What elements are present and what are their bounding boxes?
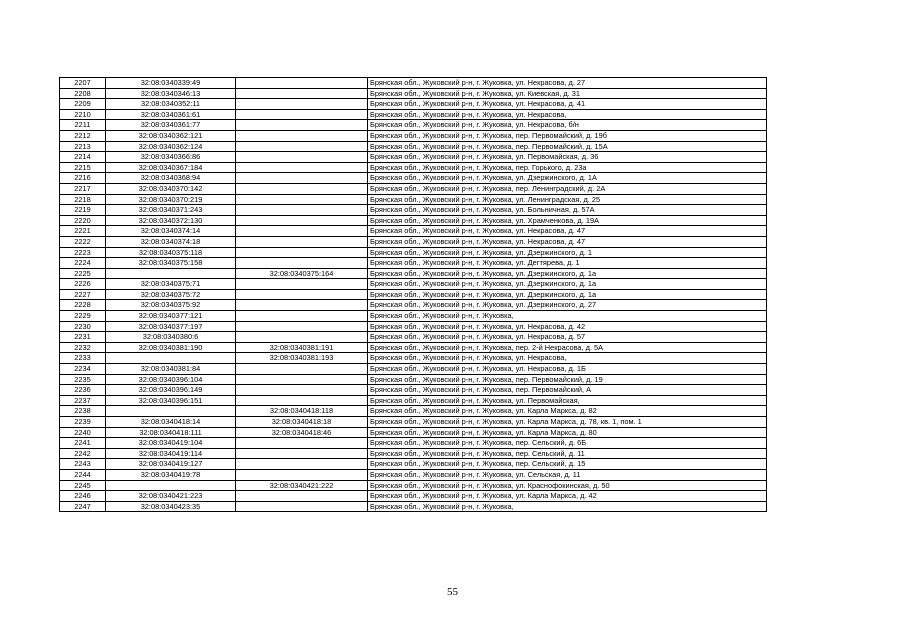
row-number-cell: 2237 [60,395,106,406]
row-number-cell: 2243 [60,459,106,470]
land-cadastral-number-cell: 32:08:0340419:114 [106,448,236,459]
address-cell: Брянская обл., Жуковский р-н, г. Жуковка, пер. 2-й Некрасова, д. 5А [368,342,767,353]
address-cell: Брянская обл., Жуковский р-н, г. Жуковка, пер. Сельский, д. 6Б [368,438,767,449]
row-number-cell: 2209 [60,99,106,110]
building-cadastral-number-cell [236,374,368,385]
table-row [60,406,767,417]
row-number-cell: 2241 [60,438,106,449]
row-number-cell: 2221 [60,226,106,237]
land-cadastral-number-cell: 32:08:0340381:84 [106,364,236,375]
building-cadastral-number-cell [236,289,368,300]
row-number-cell: 2228 [60,300,106,311]
building-cadastral-number-cell [236,279,368,290]
land-cadastral-number-cell: 32:08:0340375:158 [106,258,236,269]
address-cell: Брянская обл., Жуковский р-н, г. Жуковка, пер. Ленинградский, д. 2А [368,183,767,194]
land-cadastral-number-cell: 32:08:0340352:11 [106,99,236,110]
table-row [60,215,767,226]
row-number-cell: 2224 [60,258,106,269]
building-cadastral-number-cell [236,88,368,99]
address-cell: Брянская обл., Жуковский р-н, г. Жуковка, пер. Сельский, д. 11 [368,448,767,459]
row-number-cell: 2220 [60,215,106,226]
address-cell: Брянская обл., Жуковский р-н, г. Жуковка, ул. Некрасова, д. 1Б [368,364,767,375]
table-row [60,194,767,205]
table-row [60,226,767,237]
row-number-cell: 2210 [60,109,106,120]
building-cadastral-number-cell [236,120,368,131]
building-cadastral-number-cell [236,141,368,152]
address-cell: Брянская обл., Жуковский р-н, г. Жуковка, пер. Горького, д. 23а [368,162,767,173]
building-cadastral-number-cell [236,258,368,269]
address-cell: Брянская обл., Жуковский р-н, г. Жуковка, ул. Некрасова, д. 41 [368,99,767,110]
address-cell: Брянская обл., Жуковский р-н, г. Жуковка, ул. Больничная, д. 57А [368,205,767,216]
land-cadastral-number-cell: 32:08:0340421:223 [106,491,236,502]
land-cadastral-number-cell: 32:08:0340418:111 [106,427,236,438]
building-cadastral-number-cell [236,130,368,141]
row-number-cell: 2207 [60,78,106,89]
row-number-cell: 2208 [60,88,106,99]
table-row [60,427,767,438]
row-number-cell: 2234 [60,364,106,375]
row-number-cell: 2232 [60,342,106,353]
address-cell: Брянская обл., Жуковский р-н, г. Жуковка, [368,311,767,322]
land-cadastral-number-cell: 32:08:0340339:49 [106,78,236,89]
building-cadastral-number-cell [236,311,368,322]
building-cadastral-number-cell [236,215,368,226]
table-row [60,141,767,152]
table-row [60,130,767,141]
table-row [60,353,767,364]
table-row [60,374,767,385]
address-cell: Брянская обл., Жуковский р-н, г. Жуковка, ул. Карла Маркса, д. 82 [368,406,767,417]
registry-table [59,77,767,512]
land-cadastral-number-cell: 32:08:0340423:35 [106,501,236,512]
building-cadastral-number-cell: 32:08:0340418:46 [236,427,368,438]
land-cadastral-number-cell: 32:08:0340375:92 [106,300,236,311]
building-cadastral-number-cell [236,247,368,258]
address-cell: Брянская обл., Жуковский р-н, г. Жуковка, ул. Сельская, д. 11 [368,469,767,480]
table-row [60,300,767,311]
table-row [60,99,767,110]
address-cell: Брянская обл., Жуковский р-н, г. Жуковка, ул. Дзержинского, д. 1а [368,279,767,290]
land-cadastral-number-cell: 32:08:0340381:190 [106,342,236,353]
building-cadastral-number-cell [236,78,368,89]
land-cadastral-number-cell [106,268,236,279]
building-cadastral-number-cell: 32:08:0340381:193 [236,353,368,364]
table-row [60,448,767,459]
address-cell: Брянская обл., Жуковский р-н, г. Жуковка, ул. Некрасова, [368,353,767,364]
row-number-cell: 2235 [60,374,106,385]
building-cadastral-number-cell [236,448,368,459]
table-row [60,205,767,216]
address-cell: Брянская обл., Жуковский р-н, г. Жуковка, ул. Первомайская, д. 36 [368,152,767,163]
table-row [60,236,767,247]
building-cadastral-number-cell: 32:08:0340421:222 [236,480,368,491]
page-number: 55 [447,586,458,598]
land-cadastral-number-cell [106,480,236,491]
building-cadastral-number-cell [236,395,368,406]
table-row [60,279,767,290]
address-cell: Брянская обл., Жуковский р-н, г. Жуковка, ул. Некрасова, д. 27 [368,78,767,89]
row-number-cell: 2214 [60,152,106,163]
building-cadastral-number-cell: 32:08:0340375:164 [236,268,368,279]
table-row [60,120,767,131]
land-cadastral-number-cell [106,406,236,417]
building-cadastral-number-cell: 32:08:0340381:191 [236,342,368,353]
address-cell: Брянская обл., Жуковский р-н, г. Жуковка, пер. Первомайский, д. 15А [368,141,767,152]
building-cadastral-number-cell [236,332,368,343]
row-number-cell: 2216 [60,173,106,184]
address-cell: Брянская обл., Жуковский р-н, г. Жуковка, ул. Дзержинского, д. 1А [368,173,767,184]
row-number-cell: 2245 [60,480,106,491]
address-cell: Брянская обл., Жуковский р-н, г. Жуковка, ул. Некрасова, д. 47 [368,226,767,237]
row-number-cell: 2230 [60,321,106,332]
table-row [60,342,767,353]
land-cadastral-number-cell: 32:08:0340396:149 [106,385,236,396]
address-cell: Брянская обл., Жуковский р-н, г. Жуковка, ул. Киевская, д. 31 [368,88,767,99]
address-cell: Брянская обл., Жуковский р-н, г. Жуковка, ул. Карла Маркса, д. 42 [368,491,767,502]
building-cadastral-number-cell [236,236,368,247]
land-cadastral-number-cell: 32:08:0340361:77 [106,120,236,131]
land-cadastral-number-cell: 32:08:0340346:13 [106,88,236,99]
land-cadastral-number-cell: 32:08:0340372:130 [106,215,236,226]
row-number-cell: 2231 [60,332,106,343]
address-cell: Брянская обл., Жуковский р-н, г. Жуковка, ул. Ленинградская, д. 25 [368,194,767,205]
building-cadastral-number-cell [236,99,368,110]
table-row [60,438,767,449]
table-row [60,78,767,89]
row-number-cell: 2229 [60,311,106,322]
building-cadastral-number-cell [236,183,368,194]
land-cadastral-number-cell: 32:08:0340419:78 [106,469,236,480]
table-row [60,258,767,269]
land-cadastral-number-cell: 32:08:0340362:121 [106,130,236,141]
address-cell: Брянская обл., Жуковский р-н, г. Жуковка, ул. Карла Маркса, д. 80 [368,427,767,438]
land-cadastral-number-cell: 32:08:0340370:219 [106,194,236,205]
building-cadastral-number-cell [236,321,368,332]
address-cell: Брянская обл., Жуковский р-н, г. Жуковка, ул. Дзержинского, д. 27 [368,300,767,311]
land-cadastral-number-cell: 32:08:0340361:61 [106,109,236,120]
row-number-cell: 2242 [60,448,106,459]
table-row [60,364,767,375]
land-cadastral-number-cell: 32:08:0340371:243 [106,205,236,216]
address-cell: Брянская обл., Жуковский р-н, г. Жуковка, пер. Сельский, д. 15 [368,459,767,470]
building-cadastral-number-cell [236,491,368,502]
building-cadastral-number-cell [236,459,368,470]
registry-table-body [60,78,767,512]
table-row [60,459,767,470]
building-cadastral-number-cell [236,152,368,163]
building-cadastral-number-cell [236,173,368,184]
address-cell: Брянская обл., Жуковский р-н, г. Жуковка, ул. Краснофокинская, д. 50 [368,480,767,491]
land-cadastral-number-cell: 32:08:0340377:197 [106,321,236,332]
table-row [60,321,767,332]
building-cadastral-number-cell [236,438,368,449]
land-cadastral-number-cell: 32:08:0340396:151 [106,395,236,406]
address-cell: Брянская обл., Жуковский р-н, г. Жуковка, ул. Дзержинского, д. 1 [368,247,767,258]
land-cadastral-number-cell: 32:08:0340366:86 [106,152,236,163]
land-cadastral-number-cell: 32:08:0340419:127 [106,459,236,470]
land-cadastral-number-cell: 32:08:0340419:104 [106,438,236,449]
building-cadastral-number-cell [236,385,368,396]
row-number-cell: 2211 [60,120,106,131]
building-cadastral-number-cell: 32:08:0340418:18 [236,417,368,428]
table-row [60,501,767,512]
row-number-cell: 2215 [60,162,106,173]
table-row [60,480,767,491]
table-row [60,183,767,194]
row-number-cell: 2222 [60,236,106,247]
table-row [60,469,767,480]
land-cadastral-number-cell: 32:08:0340418:14 [106,417,236,428]
row-number-cell: 2223 [60,247,106,258]
row-number-cell: 2244 [60,469,106,480]
land-cadastral-number-cell: 32:08:0340377:121 [106,311,236,322]
row-number-cell: 2238 [60,406,106,417]
table-row [60,395,767,406]
address-cell: Брянская обл., Жуковский р-н, г. Жуковка, пер. Первомайский, д. 19б [368,130,767,141]
address-cell: Брянская обл., Жуковский р-н, г. Жуковка, пер. Первомайский, А [368,385,767,396]
building-cadastral-number-cell [236,194,368,205]
land-cadastral-number-cell: 32:08:0340375:71 [106,279,236,290]
land-cadastral-number-cell: 32:08:0340368:94 [106,173,236,184]
building-cadastral-number-cell [236,469,368,480]
table-row [60,268,767,279]
row-number-cell: 2236 [60,385,106,396]
table-row [60,152,767,163]
address-cell: Брянская обл., Жуковский р-н, г. Жуковка, ул. Дзержинского, д. 1а [368,268,767,279]
land-cadastral-number-cell: 32:08:0340396:104 [106,374,236,385]
building-cadastral-number-cell [236,364,368,375]
land-cadastral-number-cell: 32:08:0340370:142 [106,183,236,194]
row-number-cell: 2226 [60,279,106,290]
table-row [60,88,767,99]
address-cell: Брянская обл., Жуковский р-н, г. Жуковка, ул. Некрасова, д. 57 [368,332,767,343]
land-cadastral-number-cell: 32:08:0340375:118 [106,247,236,258]
table-row [60,162,767,173]
land-cadastral-number-cell: 32:08:0340374:14 [106,226,236,237]
row-number-cell: 2212 [60,130,106,141]
land-cadastral-number-cell: 32:08:0340367:184 [106,162,236,173]
table-row [60,173,767,184]
address-cell: Брянская обл., Жуковский р-н, г. Жуковка, ул. Первомайская, [368,395,767,406]
address-cell: Брянская обл., Жуковский р-н, г. Жуковка, ул. Карла Маркса, д. 78, кв. 1, пом. 1 [368,417,767,428]
row-number-cell: 2240 [60,427,106,438]
building-cadastral-number-cell [236,205,368,216]
address-cell: Брянская обл., Жуковский р-н, г. Жуковка, пер. Первомайский, д. 19 [368,374,767,385]
address-cell: Брянская обл., Жуковский р-н, г. Жуковка, ул. Некрасова, д. 42 [368,321,767,332]
row-number-cell: 2217 [60,183,106,194]
row-number-cell: 2246 [60,491,106,502]
table-row [60,311,767,322]
row-number-cell: 2247 [60,501,106,512]
table-row [60,491,767,502]
building-cadastral-number-cell [236,162,368,173]
row-number-cell: 2225 [60,268,106,279]
address-cell: Брянская обл., Жуковский р-н, г. Жуковка, ул. Некрасова, д. 47 [368,236,767,247]
building-cadastral-number-cell [236,300,368,311]
table-row [60,385,767,396]
building-cadastral-number-cell [236,109,368,120]
address-cell: Брянская обл., Жуковский р-н, г. Жуковка, ул. Дегтярева, д. 1 [368,258,767,269]
table-row [60,109,767,120]
building-cadastral-number-cell: 32:08:0340418:118 [236,406,368,417]
address-cell: Брянская обл., Жуковский р-н, г. Жуковка, ул. Храмченкова, д. 19А [368,215,767,226]
row-number-cell: 2213 [60,141,106,152]
table-row [60,332,767,343]
row-number-cell: 2233 [60,353,106,364]
building-cadastral-number-cell [236,501,368,512]
table-row [60,247,767,258]
row-number-cell: 2227 [60,289,106,300]
land-cadastral-number-cell: 32:08:0340380:6 [106,332,236,343]
address-cell: Брянская обл., Жуковский р-н, г. Жуковка, ул. Некрасова, б/н [368,120,767,131]
table-row [60,289,767,300]
land-cadastral-number-cell [106,353,236,364]
land-cadastral-number-cell: 32:08:0340375:72 [106,289,236,300]
land-cadastral-number-cell: 32:08:0340374:18 [106,236,236,247]
land-cadastral-number-cell: 32:08:0340362:124 [106,141,236,152]
address-cell: Брянская обл., Жуковский р-н, г. Жуковка, ул. Дзержинского, д. 1а [368,289,767,300]
row-number-cell: 2219 [60,205,106,216]
address-cell: Брянская обл., Жуковский р-н, г. Жуковка, [368,501,767,512]
row-number-cell: 2239 [60,417,106,428]
table-row [60,417,767,428]
building-cadastral-number-cell [236,226,368,237]
address-cell: Брянская обл., Жуковский р-н, г. Жуковка, ул. Некрасова, [368,109,767,120]
row-number-cell: 2218 [60,194,106,205]
